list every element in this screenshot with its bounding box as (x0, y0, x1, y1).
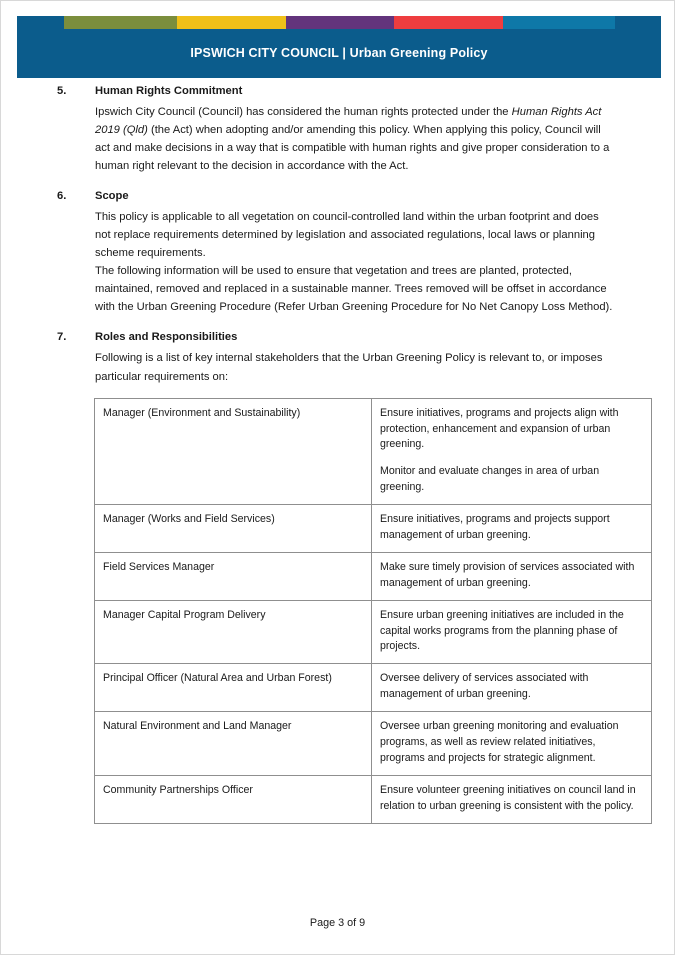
role-text: Natural Environment and Land Manager (103, 720, 292, 733)
table-row (95, 552, 652, 600)
page-footer (1, 917, 674, 929)
section-heading (57, 331, 616, 343)
document-header-banner (17, 16, 661, 78)
responsibility-cell (372, 775, 652, 823)
role-cell (95, 398, 372, 504)
responsibility-text: Monitor and evaluate changes in area of urban greening. (380, 465, 600, 494)
section-spacer (1, 386, 675, 398)
roles-table-container (1, 398, 675, 824)
text-run: (the Act) when adopting and/or amending this policy. When applying this policy, Council will act and make decisions in a way that is compatible with human rights and give proper consideration to a human right relevant to the decision in accordance with the Act. (95, 124, 610, 173)
text-run: This policy is applicable to all vegetation on council-controlled land within the urban footprint and does not replace requirements determined by legislation and associated regulations, local laws or planning scheme requirements. (95, 210, 599, 259)
paragraph (95, 103, 616, 176)
responsibility-cell (372, 552, 652, 600)
role-text: Manager (Works and Field Services) (103, 513, 275, 526)
paragraph (95, 262, 616, 316)
responsibility-cell (372, 398, 652, 504)
responsibility-text: Make sure timely provision of services associated with management of urban greening. (380, 560, 635, 589)
table-row (95, 775, 652, 823)
table-row (95, 398, 652, 504)
role-cell (95, 505, 372, 553)
section-paragraphs (57, 208, 616, 317)
section-roles-and-responsibilities (1, 331, 675, 385)
responsibility-text: Oversee urban greening monitoring and evaluation programs, as well as review related initiatives, programs and projects for strategic alignment. (380, 720, 619, 764)
responsibility-text: Oversee delivery of services associated with management of urban greening. (380, 672, 589, 701)
role-cell (95, 712, 372, 776)
paragraph (95, 349, 616, 385)
table-row (95, 600, 652, 664)
responsibility-text: Ensure initiatives, programs and projects support management of urban greening. (380, 513, 610, 542)
section-spacer (1, 316, 675, 331)
section-title: Human Rights Commitment (95, 85, 243, 97)
role-cell (95, 775, 372, 823)
document-content (1, 85, 675, 824)
italic-run: Human Rights Act 2019 (Qld) (95, 106, 602, 137)
text-run: The following information will be used to ensure that vegetation and trees are planted, protected, maintained, removed and replaced in a sustainable manner. Trees removed will be offset in accordance with the Urban Greening Procedure (Refer Urban Greening Procedure for No Net Canopy Loss Method). (95, 264, 613, 314)
responsibility-cell (372, 664, 652, 712)
table-row (95, 664, 652, 712)
role-cell (95, 552, 372, 600)
section-paragraphs (57, 103, 616, 176)
header-title: IPSWICH CITY COUNCIL | Urban Greening Policy (190, 46, 488, 60)
section-number: 5. (57, 85, 67, 97)
responsibility-text: Ensure urban greening initiatives are included in the capital works programs from the planning phase of projects. (380, 608, 624, 653)
responsibility-cell (372, 505, 652, 553)
table-row (95, 712, 652, 776)
section-human-rights-commitment (1, 85, 675, 176)
role-text: Community Partnerships Officer (103, 783, 253, 796)
responsibility-text: Ensure initiatives, programs and projects align with protection, enhancement and expansion of urban greening. (380, 406, 619, 451)
section-title: Roles and Responsibilities (95, 331, 238, 344)
section-heading (57, 85, 616, 97)
role-text: Manager (Environment and Sustainability) (103, 406, 301, 419)
role-cell (95, 600, 372, 664)
roles-table-body (95, 398, 652, 823)
role-cell (95, 664, 372, 712)
section-paragraphs (57, 349, 616, 385)
responsibility-text: Ensure volunteer greening initiatives on council land in relation to urban greening is consistent with the policy. (380, 783, 636, 812)
role-text: Field Services Manager (103, 560, 215, 573)
text-run: Ipswich City Council (Council) has considered the human rights protected under the (95, 106, 512, 118)
text-run: Following is a list of key internal stakeholders that the Urban Greening Policy is relevant to, or imposes particular requirements on: (95, 352, 603, 383)
role-text: Manager Capital Program Delivery (103, 608, 266, 621)
section-number: 7. (57, 331, 67, 344)
paragraph (95, 208, 616, 262)
role-text: Principal Officer (Natural Area and Urban Forest) (103, 672, 332, 685)
section-title: Scope (95, 189, 129, 202)
roles-responsibilities-table (94, 398, 652, 824)
section-spacer (1, 176, 675, 190)
responsibility-cell (372, 600, 652, 664)
responsibility-cell (372, 712, 652, 776)
section-number: 6. (57, 189, 67, 202)
section-scope (1, 190, 675, 317)
page-number-label: Page 3 of 9 (309, 917, 366, 929)
section-heading (57, 190, 616, 202)
table-row (95, 505, 652, 553)
